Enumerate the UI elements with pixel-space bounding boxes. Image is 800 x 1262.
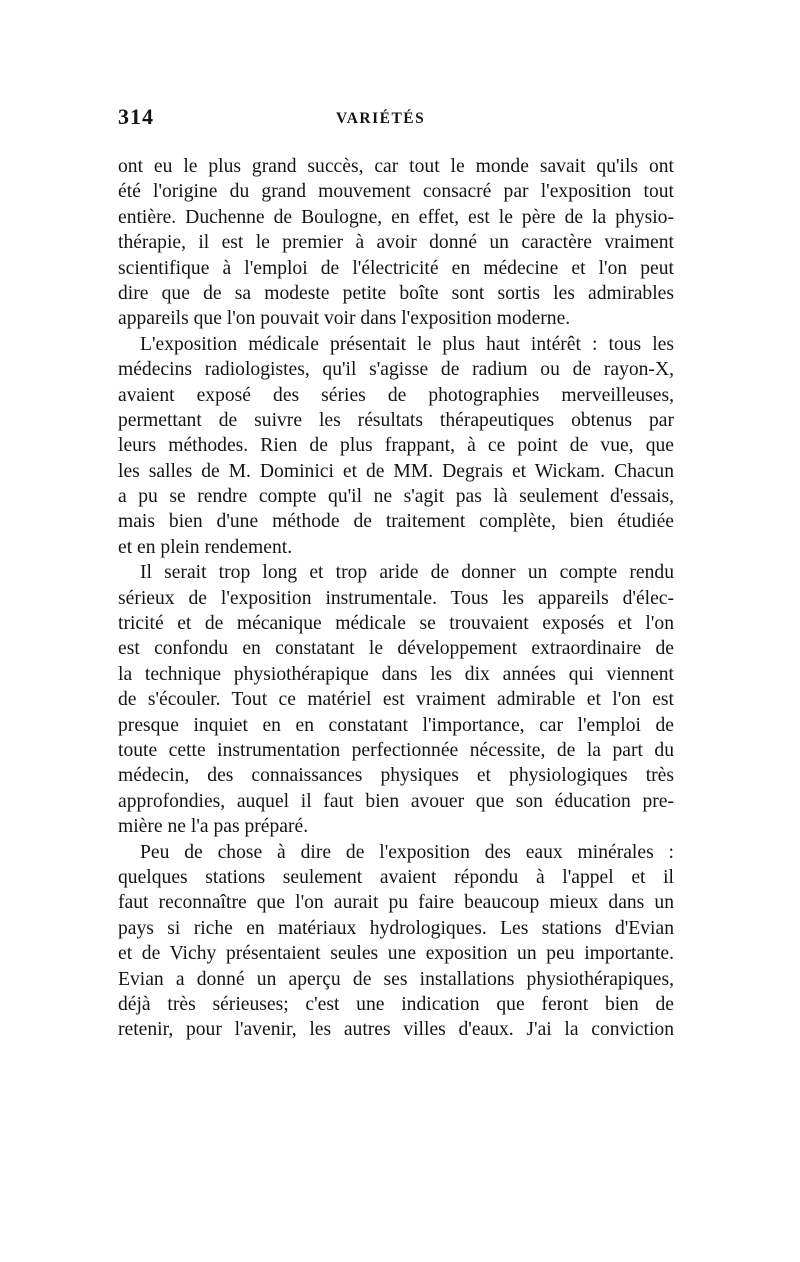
text-line: presque inquiet en en constatant l'importance, car l'emploi de [118,714,674,736]
text-line: ont eu le plus grand succès, car tout le monde savait qu'ils ont [118,156,674,177]
text-line: mière ne l'a pas préparé. [118,816,309,838]
text-line: Peu de chose à dire de l'exposition des eaux minérales : [140,841,674,863]
text-line: dire que de sa modeste petite boîte sont sortis les admirables [118,282,674,304]
text-line: leurs méthodes. Rien de plus frappant, à ce point de vue, que [118,435,674,457]
text-line: et de Vichy présentaient seules une exposition un peu importante. [118,943,674,965]
text-line: entière. Duchenne de Boulogne, en effet, est le père de la physio- [118,206,674,228]
text-line: la technique physiothérapique dans les dix années qui viennent [118,663,674,685]
text-line: déjà très sérieuses; c'est une indication que feront bien de [118,993,674,1015]
text-line: permettant de suivre les résultats thérapeutiques obtenus par [118,409,674,431]
paragraph [118,332,674,561]
text-line: avaient exposé des séries de photographies merveilleuses, [118,384,674,406]
text-line: mais bien d'une méthode de traitement complète, bien étudiée [118,511,674,533]
text-line: thérapie, il est le premier à avoir donné un caractère vraiment [118,232,674,254]
page-header [118,104,674,140]
body-text [118,154,674,1043]
text-line: médecin, des connaissances physiques et physiologiques très [118,765,674,787]
text-line: L'exposition médicale présentait le plus haut intérêt : tous les [140,333,674,355]
text-line: médecins radiologistes, qu'il s'agisse de radium ou de rayon-X, [118,359,674,381]
text-line: de s'écouler. Tout ce matériel est vraiment admirable et l'on est [118,689,674,711]
text-line: et en plein rendement. [118,536,293,558]
paragraph [118,154,674,332]
text-line: tricité et de mécanique médicale se trouvaient exposés et l'on [118,613,674,635]
page-number: 314 [118,104,154,129]
text-line: approfondies, auquel il faut bien avouer que son éducation pre- [118,790,674,812]
text-line: les salles de M. Dominici et de MM. Degrais et Wickam. Chacun [118,460,674,482]
paragraph [118,560,674,839]
text-line: Evian a donné un aperçu de ses installations physiothérapiques, [118,968,674,990]
text-line: été l'origine du grand mouvement consacré par l'exposition tout [118,181,674,203]
text-line: toute cette instrumentation perfectionnée nécessite, de la part du [118,739,674,761]
text-line: faut reconnaître que l'on aurait pu faire beaucoup mieux dans un [118,892,674,914]
text-line: quelques stations seulement avaient répondu à l'appel et il [118,866,674,888]
text-line: scientifique à l'emploi de l'électricité en médecine et l'on peut [118,257,674,279]
paragraph [118,840,674,1043]
text-line: Il serait trop long et trop aride de donner un compte rendu [140,562,674,584]
text-line: retenir, pour l'avenir, les autres villes d'eaux. J'ai la conviction [118,1019,674,1041]
text-line: est confondu en constatant le développement extraordinaire de [118,638,674,660]
text-line: pays si riche en matériaux hydrologiques. Les stations d'Evian [118,917,674,939]
running-head: VARIÉTÉS [336,110,426,127]
text-line: a pu se rendre compte qu'il ne s'agit pas là seulement d'essais, [118,486,674,508]
text-line: sérieux de l'exposition instrumentale. Tous les appareils d'élec- [118,587,674,609]
text-line: appareils que l'on pouvait voir dans l'exposition moderne. [118,308,571,330]
